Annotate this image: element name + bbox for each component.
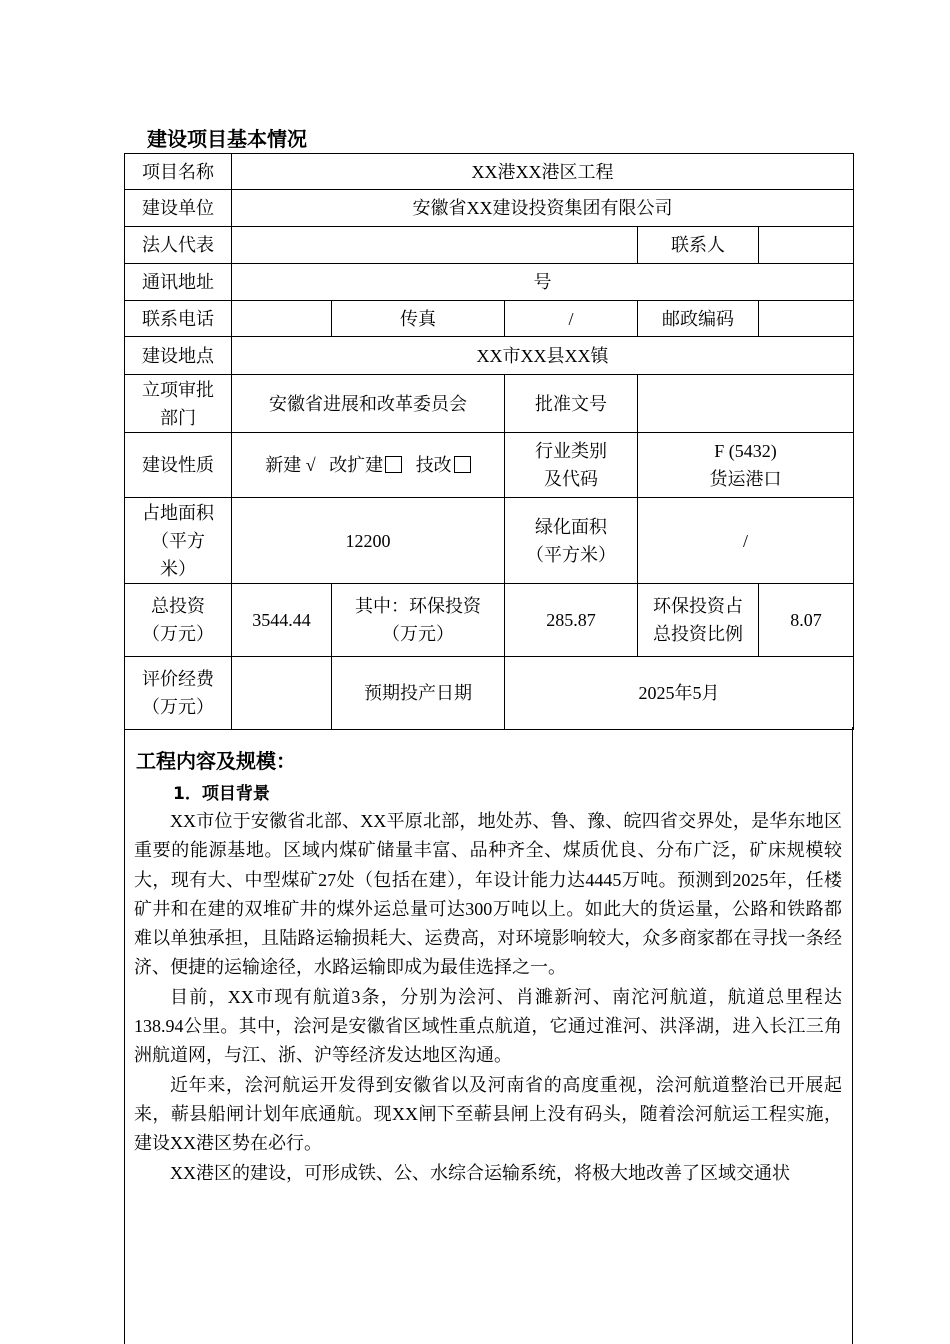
investment-label	[125, 584, 232, 657]
row-nature	[125, 433, 854, 498]
eval-fee-value	[232, 657, 332, 730]
contact-value	[759, 227, 854, 264]
production-date-value: 2025年5月	[505, 657, 854, 730]
row-area	[125, 498, 854, 584]
address-value: 号	[232, 264, 854, 301]
nature-options	[232, 433, 505, 498]
paragraph: 近年来，浍河航运开发得到安徽省以及河南省的高度重视，浍河航道整治已开展起来，蕲县船闸计划年底通航。现XX闸下至蕲县闸上没有码头，随着浍河航运工程实施，建设XX港区势在必行。	[134, 1074, 842, 1154]
row-legal-rep	[125, 227, 854, 264]
industry-label	[505, 433, 638, 498]
body-text	[134, 807, 842, 1188]
env-invest-label-line2: （万元）	[382, 624, 454, 644]
project-info-table	[124, 153, 854, 730]
approval-dept-label-line2: 部门	[160, 407, 196, 428]
green-label	[505, 498, 638, 584]
postcode-label: 邮政编码	[638, 301, 759, 337]
paragraph: XX港区的建设，可形成铁、公、水综合运输系统，将极大地改善了区域交通状	[170, 1162, 790, 1183]
investment-value: 3544.44	[232, 584, 332, 657]
industry-label-line1: 行业类别	[535, 441, 607, 461]
env-invest-label	[332, 584, 505, 657]
industry-name: 货运港口	[709, 469, 782, 489]
project-name-value: XX港XX港区工程	[232, 154, 854, 190]
industry-label-line2: 及代码	[544, 469, 598, 489]
investment-label-line2: （万元）	[142, 624, 214, 644]
subsection-title: 1．项目背景	[173, 784, 270, 804]
paragraph: 目前，XX市现有航道3条，分别为浍河、肖濉新河、南沱河航道，航道总里程达138.94公里。其中，浍河是安徽省区域性重点航道，它通过淮河、洪泽湖，进入长江三角洲航道网，与江、浙、沪等经济发达地区沟通。	[134, 986, 842, 1066]
area-value: 12200	[232, 498, 505, 584]
location-value: XX市XX县XX镇	[232, 337, 854, 375]
address-label: 通讯地址	[125, 264, 232, 301]
expand-checkbox	[385, 456, 402, 473]
approval-dept-label	[125, 375, 232, 433]
renovate-checkbox	[454, 456, 471, 473]
project-name-label: 项目名称	[125, 154, 232, 190]
row-investment	[125, 584, 854, 657]
content-section	[124, 727, 853, 1344]
nature-expand: 改扩建	[329, 455, 384, 475]
nature-new: 新建 √	[265, 455, 316, 475]
area-label-line1: 占地面积	[142, 502, 214, 523]
row-approval	[125, 375, 854, 433]
row-builder	[125, 190, 854, 227]
approval-no-label: 批准文号	[505, 375, 638, 433]
env-invest-label-line1: 其中：环保投资	[355, 596, 481, 616]
section-title: 工程内容及规模：	[136, 749, 296, 773]
row-project-name	[125, 154, 854, 190]
area-label-line3: 米）	[160, 558, 196, 579]
industry-value	[638, 433, 854, 498]
area-label	[125, 498, 232, 584]
eval-fee-label-line1: 评价经费	[142, 669, 214, 689]
investment-label-line1: 总投资	[151, 596, 205, 616]
green-label-line2: （平方米）	[526, 544, 616, 565]
industry-code: F (5432)	[714, 441, 777, 461]
row-location	[125, 337, 854, 375]
green-label-line1: 绿化面积	[535, 516, 607, 537]
env-ratio-label	[638, 584, 759, 657]
nature-renovate: 技改	[415, 455, 452, 475]
builder-label: 建设单位	[125, 190, 232, 227]
contact-label: 联系人	[638, 227, 759, 264]
page-title: 建设项目基本情况	[147, 127, 307, 151]
legal-rep-value	[232, 227, 638, 264]
legal-rep-label: 法人代表	[125, 227, 232, 264]
location-label: 建设地点	[125, 337, 232, 375]
paragraph: XX市位于安徽省北部、XX平原北部，地处苏、鲁、豫、皖四省交界处，是华东地区重要的能源基地。区域内煤矿储量丰富、品种齐全、煤质优良、分布广泛，矿床规模较大，现有大、中型煤矿27处（包括在建），年设计能力达4445万吨。预测到2025年，任楼矿井和在建的双堆矿井的煤外运总量可达300万吨以上。如此大的货运量，公路和铁路都难以单独承担，且陆路运输损耗大、运费高，对环境影响较大，众多商家都在寻找一条经济、便捷的运输途径，水路运输即成为最佳选择之一。	[134, 811, 842, 978]
approval-dept-label-line1: 立项审批	[142, 379, 214, 400]
builder-value: 安徽省XX建设投资集团有限公司	[232, 190, 854, 227]
postcode-value	[759, 301, 854, 337]
env-invest-value: 285.87	[505, 584, 638, 657]
green-value: /	[638, 498, 854, 584]
row-address	[125, 264, 854, 301]
fax-value: /	[505, 301, 638, 337]
approval-dept-value: 安徽省进展和改革委员会	[232, 375, 505, 433]
env-ratio-label-line1: 环保投资占	[653, 596, 743, 616]
env-ratio-value: 8.07	[759, 584, 854, 657]
production-date-label: 预期投产日期	[332, 657, 505, 730]
phone-value	[232, 301, 332, 337]
approval-no-value	[638, 375, 854, 433]
nature-label: 建设性质	[125, 433, 232, 498]
fax-label: 传真	[332, 301, 505, 337]
area-label-line2: （平方	[151, 530, 205, 551]
eval-fee-label	[125, 657, 232, 730]
env-ratio-label-line2: 总投资比例	[653, 624, 743, 644]
row-eval-fee	[125, 657, 854, 730]
row-phone	[125, 301, 854, 337]
phone-label: 联系电话	[125, 301, 232, 337]
eval-fee-label-line2: （万元）	[142, 697, 214, 717]
